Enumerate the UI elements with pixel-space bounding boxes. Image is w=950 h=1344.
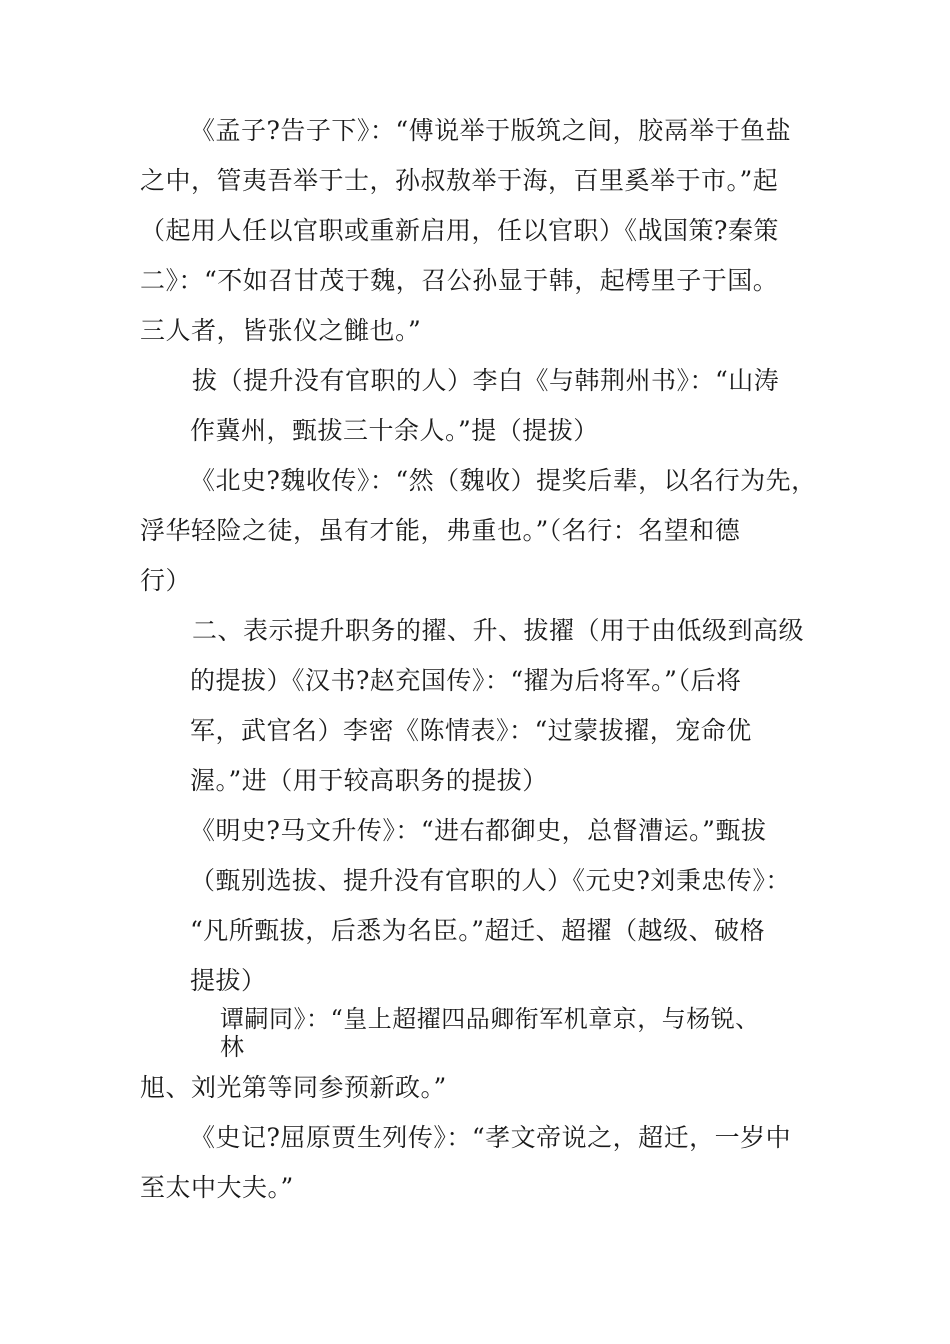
- text-line: 二》：“不如召甘茂于魏，召公孙显于韩，起樗里子于国。: [140, 266, 779, 295]
- text-line: 浮华轻险之徒，虽有才能，弗重也。”（名行：名望和德: [140, 516, 741, 545]
- text-line: “凡所甄拔，后悉为名臣。”超迁、超擢（越级、破格: [190, 916, 766, 945]
- text-line: 至太中大夫。”: [140, 1173, 294, 1202]
- text-line: 渥。”进（用于较高职务的提拔）: [190, 766, 548, 795]
- text-line: 《史记?屈原贾生列传》：“孝文帝说之，超迁，一岁中: [190, 1123, 792, 1152]
- text-line: 之中，管夷吾举于士，孙叔敖举于海，百里奚举于市。”起: [140, 166, 779, 195]
- text-line: 三人者，皆张仪之雠也。”: [140, 316, 422, 345]
- text-line: 提拔）: [190, 966, 267, 995]
- text-line: 林: [220, 1033, 245, 1061]
- text-line: 《北史?魏收传》：“然（魏收）提奖后辈，以名行为先，: [190, 466, 817, 495]
- text-line: 拔（提升没有官职的人）李白《与韩荆州书》：“山涛: [192, 366, 780, 395]
- text-line: 作冀州，甄拔三十余人。”提（提拔）: [190, 416, 599, 445]
- text-line: 行）: [140, 566, 192, 595]
- text-line: 军，武官名）李密《陈情表》：“过蒙拔擢，宠命优: [190, 716, 752, 745]
- text-line: 的提拔）《汉书?赵充国传》：“擢为后将军。”（后将: [190, 666, 742, 695]
- text-line: 谭嗣同》：“皇上超擢四品卿衔军机章京，与杨锐、: [220, 1005, 760, 1033]
- text-line: 《明史?马文升传》：“进右都御史，总督漕运。”甄拔: [190, 816, 767, 845]
- text-line: 二、表示提升职务的擢、升、拔擢（用于由低级到高级: [192, 616, 805, 645]
- text-line: 《孟子?告子下》：“傅说举于版筑之间，胶鬲举于鱼盐: [190, 116, 792, 145]
- text-line: （甄别选拔、提升没有官职的人）《元史?刘秉忠传》：: [190, 866, 791, 895]
- text-line: 旭、刘光第等同参预新政。”: [140, 1073, 447, 1102]
- text-line: （起用人任以官职或重新启用，任以官职）《战国策?秦策: [140, 216, 779, 245]
